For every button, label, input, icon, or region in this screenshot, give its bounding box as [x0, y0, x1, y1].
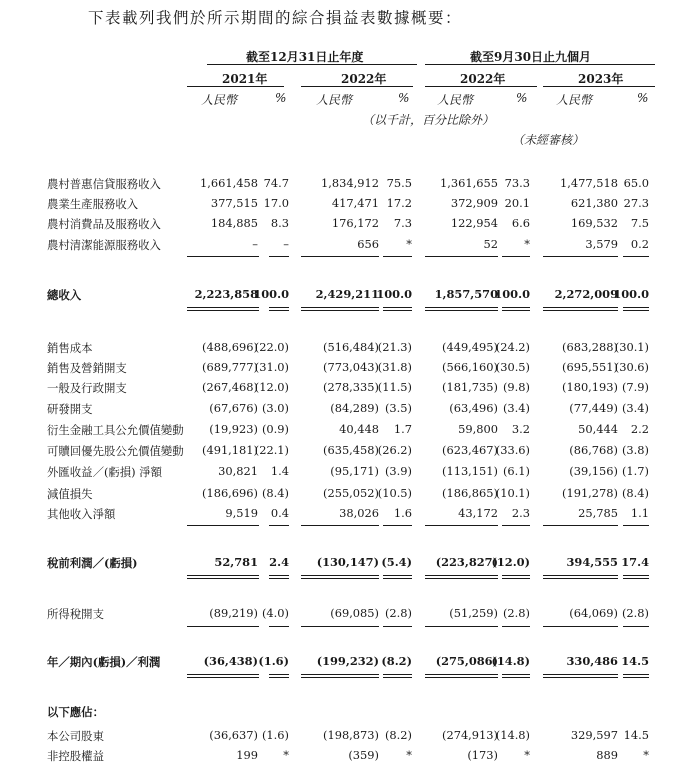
cell-nm2023-pct: (2.8): [621, 606, 649, 620]
cell-nm2022-pct: *: [524, 748, 530, 762]
cell-fy2021-amount: (491,181): [202, 443, 258, 457]
cell-fy2022-amount: (359): [348, 748, 379, 762]
cell-nm2023-amount: 25,785: [578, 506, 618, 520]
row-label: 一般及行政開支: [47, 381, 127, 395]
rule-below-pretax-a-2: [301, 575, 379, 576]
rule-below-total-a-5: [502, 307, 530, 308]
cell-fy2022-amount: 40,448: [339, 422, 379, 436]
cell-nm2023-amount: (64,069): [569, 606, 618, 620]
cell-fy2022-pct: (8.2): [381, 654, 412, 668]
row-label: 銷售及營銷開支: [47, 361, 127, 375]
cell-nm2022-pct: 2.3: [511, 506, 530, 520]
table-row: [0, 380, 700, 399]
cell-nm2023-pct: (30.6): [614, 360, 649, 374]
cell-nm2023-amount: 329,597: [570, 728, 618, 742]
cell-fy2022-amount: (199,232): [316, 654, 379, 668]
cell-nm2023-pct: 27.3: [623, 196, 649, 210]
year-underline-1: [187, 86, 284, 87]
rule-above-total-5: [502, 256, 530, 257]
table-row: [0, 340, 700, 359]
cell-nm2022-pct: 20.1: [504, 196, 530, 210]
rule-above-total-2: [301, 256, 379, 257]
rule-above-net-2: [301, 626, 379, 627]
table-row: [0, 728, 700, 747]
cell-fy2021-amount: 377,515: [210, 196, 258, 210]
cell-nm2022-pct: (12.0): [491, 555, 530, 569]
cell-nm2023-amount: (39,156): [569, 464, 618, 478]
rule-above-net-0: [187, 626, 259, 627]
cell-fy2022-pct: *: [406, 237, 412, 251]
cell-fy2022-pct: (3.5): [384, 401, 412, 415]
cell-fy2022-pct: (11.5): [377, 380, 412, 394]
row-label: 銷售成本: [47, 341, 93, 355]
rule-below-total-b-5: [502, 310, 530, 311]
cell-fy2021-amount: 9,519: [225, 506, 258, 520]
cell-nm2023-amount: 621,380: [570, 196, 618, 210]
currency-header-2: 人民幣: [316, 93, 353, 107]
rule-above-net-1: [269, 626, 289, 627]
cell-fy2022-pct: 1.7: [393, 422, 412, 436]
cell-fy2021-amount: (67,676): [209, 401, 258, 415]
cell-fy2021-pct: *: [283, 748, 289, 762]
cell-fy2021-pct: 17.0: [263, 196, 289, 210]
cell-nm2023-pct: (8.4): [621, 486, 649, 500]
rule-above-net-7: [623, 626, 649, 627]
rule-below-total-b-0: [187, 310, 259, 311]
table-row: [0, 237, 700, 256]
rule-above-total-7: [623, 256, 649, 257]
row-label: 外匯收益／(虧損) 淨額: [47, 465, 163, 479]
rule-below-net-a-1: [269, 674, 289, 675]
cell-fy2022-amount: (278,335): [323, 380, 379, 394]
row-label: 非控股權益: [47, 749, 104, 763]
row-label: 減值損失: [47, 487, 93, 501]
table-row: [0, 360, 700, 379]
rule-above-pretax-3: [383, 525, 412, 526]
rule-below-net-b-7: [623, 677, 649, 678]
year-underline-4: [543, 86, 655, 87]
year-header-2022-fy: 2022年: [341, 72, 387, 86]
cell-fy2021-amount: 52,781: [214, 555, 258, 569]
rule-below-total-a-3: [383, 307, 412, 308]
rule-below-pretax-b-1: [269, 578, 289, 579]
cell-nm2023-pct: (3.4): [621, 401, 649, 415]
cell-nm2022-pct: (9.8): [502, 380, 530, 394]
cell-fy2021-pct: (4.0): [261, 606, 289, 620]
cell-fy2022-amount: (95,171): [330, 464, 379, 478]
row-label: 所得稅開支: [47, 607, 104, 621]
year-underline-2: [301, 86, 413, 87]
rule-below-pretax-b-6: [543, 578, 618, 579]
cell-nm2023-amount: 50,444: [578, 422, 618, 436]
rule-below-pretax-a-1: [269, 575, 289, 576]
cell-fy2021-amount: –: [252, 237, 258, 251]
cell-nm2023-amount: (695,551): [562, 360, 618, 374]
percent-header-3: %: [516, 91, 528, 105]
cell-nm2023-pct: 1.1: [630, 506, 649, 520]
cell-fy2022-pct: (3.9): [384, 464, 412, 478]
table-row: [0, 196, 700, 215]
table-row: [0, 422, 700, 441]
cell-nm2023-amount: (683,288): [562, 340, 618, 354]
intro-text: 下表載列我們於所示期間的綜合損益表數據概要：: [88, 9, 463, 27]
table-row: [0, 443, 700, 462]
cell-nm2022-amount: 52: [483, 237, 498, 251]
table-row: [0, 704, 700, 723]
row-label: 總收入: [47, 288, 82, 302]
cell-nm2023-amount: (191,278): [562, 486, 618, 500]
cell-fy2021-amount: 2,223,858: [194, 287, 258, 301]
table-row: [0, 287, 700, 306]
rule-above-net-5: [502, 626, 530, 627]
cell-nm2022-pct: (33.6): [495, 443, 530, 457]
cell-nm2022-amount: 122,954: [450, 216, 498, 230]
rule-below-total-b-2: [301, 310, 379, 311]
cell-fy2021-pct: (0.9): [261, 422, 289, 436]
table-row: [0, 748, 700, 767]
cell-fy2022-pct: 75.5: [386, 176, 412, 190]
rule-above-pretax-5: [502, 525, 530, 526]
cell-fy2021-pct: 2.4: [269, 555, 289, 569]
rule-below-net-b-2: [301, 677, 379, 678]
group-header-9m-underline: [425, 64, 655, 65]
cell-fy2022-amount: (69,085): [330, 606, 379, 620]
cell-nm2023-pct: 100.0: [613, 287, 649, 301]
cell-nm2023-amount: 889: [596, 748, 618, 762]
cell-fy2021-amount: 184,885: [210, 216, 258, 230]
cell-fy2021-amount: (267,468): [202, 380, 258, 394]
cell-fy2021-pct: 0.4: [270, 506, 289, 520]
rule-above-pretax-4: [425, 525, 498, 526]
rule-below-pretax-a-0: [187, 575, 259, 576]
cell-fy2021-pct: 8.3: [270, 216, 289, 230]
currency-header-1: 人民幣: [201, 93, 238, 107]
rule-above-total-1: [269, 256, 289, 257]
rule-below-pretax-b-3: [383, 578, 412, 579]
cell-nm2022-pct: 73.3: [504, 176, 530, 190]
cell-nm2022-amount: (449,495): [442, 340, 498, 354]
cell-nm2022-pct: 6.6: [511, 216, 530, 230]
rule-above-total-3: [383, 256, 412, 257]
cell-fy2021-pct: (12.0): [254, 380, 289, 394]
rule-below-pretax-b-7: [623, 578, 649, 579]
rule-below-net-b-0: [187, 677, 259, 678]
units-note: （以千計，百分比除外）: [362, 113, 495, 127]
cell-fy2021-pct: –: [283, 237, 289, 251]
rule-below-net-a-5: [502, 674, 530, 675]
cell-nm2022-amount: 59,800: [458, 422, 498, 436]
cell-nm2022-amount: (223,827): [435, 555, 498, 569]
cell-nm2022-pct: (14.8): [495, 728, 530, 742]
row-label: 稅前利潤／(虧損): [47, 556, 138, 570]
cell-nm2022-pct: (2.8): [502, 606, 530, 620]
cell-nm2023-amount: 169,532: [570, 216, 618, 230]
cell-fy2022-amount: (84,289): [330, 401, 379, 415]
cell-fy2022-amount: (130,147): [316, 555, 379, 569]
year-header-2022-9m: 2022年: [460, 72, 506, 86]
year-header-2021: 2021年: [222, 72, 268, 86]
table-row: [0, 216, 700, 235]
row-label: 農村普惠信貸服務收入: [47, 177, 161, 191]
rule-below-total-b-1: [269, 310, 289, 311]
rule-below-net-b-3: [383, 677, 412, 678]
rule-above-pretax-2: [301, 525, 379, 526]
cell-fy2021-amount: 30,821: [218, 464, 258, 478]
cell-fy2022-pct: (2.8): [384, 606, 412, 620]
cell-fy2021-pct: 1.4: [270, 464, 289, 478]
cell-fy2021-pct: 100.0: [253, 287, 289, 301]
cell-nm2022-pct: 100.0: [494, 287, 530, 301]
rule-below-pretax-a-3: [383, 575, 412, 576]
cell-fy2022-amount: (198,873): [323, 728, 379, 742]
cell-fy2021-amount: (488,696): [202, 340, 258, 354]
cell-fy2022-pct: 1.6: [393, 506, 412, 520]
cell-nm2023-amount: 3,579: [585, 237, 618, 251]
rule-above-net-3: [383, 626, 412, 627]
rule-below-total-b-4: [425, 310, 498, 311]
cell-fy2022-pct: (31.8): [377, 360, 412, 374]
cell-fy2021-pct: (1.6): [261, 728, 289, 742]
cell-fy2022-amount: 417,471: [331, 196, 379, 210]
cell-fy2022-amount: 2,429,211: [315, 287, 379, 301]
rule-below-net-a-0: [187, 674, 259, 675]
rule-below-pretax-a-6: [543, 575, 618, 576]
cell-fy2021-amount: (36,637): [209, 728, 258, 742]
row-label: 其他收入淨額: [47, 507, 116, 521]
cell-nm2023-pct: (1.7): [621, 464, 649, 478]
rule-above-total-4: [425, 256, 498, 257]
cell-fy2022-pct: *: [406, 748, 412, 762]
rule-below-net-a-4: [425, 674, 498, 675]
cell-fy2021-pct: (1.6): [258, 654, 289, 668]
row-label: 農村消費品及服務收入: [47, 217, 161, 231]
cell-fy2021-pct: (22.0): [254, 340, 289, 354]
cell-fy2021-amount: (36,438): [203, 654, 258, 668]
cell-nm2023-amount: (86,768): [569, 443, 618, 457]
cell-nm2022-amount: 372,909: [450, 196, 498, 210]
rule-below-total-b-7: [623, 310, 649, 311]
cell-fy2021-amount: (689,777): [202, 360, 258, 374]
table-row: [0, 555, 700, 574]
cell-nm2022-amount: (623,467): [442, 443, 498, 457]
group-header-fy: 截至12月31日止年度: [246, 50, 364, 64]
cell-nm2022-pct: (14.8): [491, 654, 530, 668]
cell-nm2023-amount: 394,555: [566, 555, 618, 569]
row-label: 研發開支: [47, 402, 93, 416]
cell-nm2022-amount: 1,857,570: [434, 287, 498, 301]
table-row: [0, 464, 700, 483]
row-label: 本公司股東: [47, 729, 104, 743]
cell-fy2022-amount: 656: [357, 237, 379, 251]
percent-header-2: %: [398, 91, 410, 105]
cell-fy2022-pct: (5.4): [381, 555, 412, 569]
cell-fy2022-amount: (773,043): [323, 360, 379, 374]
cell-fy2021-pct: (22.1): [254, 443, 289, 457]
rule-below-pretax-b-4: [425, 578, 498, 579]
rule-above-pretax-0: [187, 525, 259, 526]
rule-below-net-b-4: [425, 677, 498, 678]
cell-nm2022-amount: (186,865): [442, 486, 498, 500]
cell-fy2021-amount: 199: [236, 748, 258, 762]
row-label: 農村清潔能源服務收入: [47, 238, 161, 252]
row-label: 農業生產服務收入: [47, 197, 139, 211]
cell-nm2023-pct: 17.4: [621, 555, 649, 569]
table-row: [0, 401, 700, 420]
rule-below-net-a-6: [543, 674, 618, 675]
table-row: [0, 486, 700, 505]
row-label: 以下應佔：: [47, 705, 104, 719]
cell-fy2022-pct: (26.2): [377, 443, 412, 457]
rule-above-pretax-6: [543, 525, 618, 526]
cell-nm2023-pct: (7.9): [621, 380, 649, 394]
cell-nm2023-pct: (30.1): [614, 340, 649, 354]
year-header-2023: 2023年: [578, 72, 624, 86]
cell-nm2023-pct: 7.5: [630, 216, 649, 230]
cell-nm2022-amount: (274,913): [442, 728, 498, 742]
cell-fy2022-amount: 1,834,912: [321, 176, 379, 190]
percent-header-4: %: [637, 91, 649, 105]
cell-nm2023-amount: 330,486: [566, 654, 618, 668]
rule-above-pretax-1: [269, 525, 289, 526]
cell-fy2022-amount: (516,484): [323, 340, 379, 354]
group-header-9m: 截至9月30日止九個月: [470, 50, 592, 64]
cell-nm2023-amount: 1,477,518: [560, 176, 618, 190]
cell-nm2022-amount: (51,259): [449, 606, 498, 620]
rule-below-pretax-a-7: [623, 575, 649, 576]
table-row: [0, 176, 700, 195]
cell-nm2023-pct: 14.5: [623, 728, 649, 742]
rule-below-pretax-a-4: [425, 575, 498, 576]
rule-below-net-a-3: [383, 674, 412, 675]
cell-nm2022-pct: (24.2): [495, 340, 530, 354]
cell-fy2022-amount: (255,052): [323, 486, 379, 500]
cell-fy2021-amount: (19,923): [209, 422, 258, 436]
row-label: 年／期內(虧損)／利潤: [47, 655, 161, 669]
row-label: 可贖回優先股公允價值變動: [47, 444, 184, 458]
cell-nm2022-pct: (6.1): [502, 464, 530, 478]
cell-fy2022-amount: 176,172: [331, 216, 379, 230]
rule-below-total-b-6: [543, 310, 618, 311]
table-row: [0, 606, 700, 625]
percent-header-1: %: [275, 91, 287, 105]
rule-below-net-a-2: [301, 674, 379, 675]
cell-nm2023-amount: (180,193): [562, 380, 618, 394]
currency-header-3: 人民幣: [437, 93, 474, 107]
cell-nm2023-pct: *: [643, 748, 649, 762]
cell-fy2022-pct: (21.3): [377, 340, 412, 354]
cell-nm2022-amount: 43,172: [458, 506, 498, 520]
rule-below-net-b-1: [269, 677, 289, 678]
cell-nm2022-pct: (10.1): [495, 486, 530, 500]
rule-below-total-a-6: [543, 307, 618, 308]
rule-above-pretax-7: [623, 525, 649, 526]
cell-nm2023-pct: 2.2: [630, 422, 649, 436]
rule-below-pretax-a-5: [502, 575, 530, 576]
cell-nm2022-amount: 1,361,655: [440, 176, 498, 190]
rule-below-total-a-2: [301, 307, 379, 308]
rule-below-total-a-1: [269, 307, 289, 308]
rule-below-total-a-7: [623, 307, 649, 308]
rule-above-net-4: [425, 626, 498, 627]
cell-fy2022-pct: 7.3: [393, 216, 412, 230]
cell-nm2022-amount: (275,086): [435, 654, 498, 668]
cell-nm2022-amount: (63,496): [449, 401, 498, 415]
cell-fy2021-pct: (3.0): [261, 401, 289, 415]
rule-below-total-a-4: [425, 307, 498, 308]
cell-fy2022-amount: 38,026: [339, 506, 379, 520]
cell-fy2021-amount: (89,219): [209, 606, 258, 620]
cell-nm2022-amount: (113,151): [442, 464, 498, 478]
rule-above-net-6: [543, 626, 618, 627]
cell-fy2022-pct: 100.0: [376, 287, 412, 301]
cell-nm2022-amount: (173): [467, 748, 498, 762]
cell-nm2022-pct: 3.2: [511, 422, 530, 436]
cell-nm2023-pct: (3.8): [621, 443, 649, 457]
rule-below-net-b-5: [502, 677, 530, 678]
group-header-fy-underline: [207, 64, 417, 65]
cell-nm2022-amount: (181,735): [442, 380, 498, 394]
cell-fy2022-amount: (635,458): [323, 443, 379, 457]
table-row: [0, 506, 700, 525]
cell-nm2022-amount: (566,160): [442, 360, 498, 374]
rule-above-total-6: [543, 256, 618, 257]
cell-fy2022-pct: (8.2): [384, 728, 412, 742]
cell-fy2021-pct: (8.4): [261, 486, 289, 500]
cell-fy2021-amount: (186,696): [202, 486, 258, 500]
cell-fy2021-pct: (31.0): [254, 360, 289, 374]
rule-below-pretax-b-2: [301, 578, 379, 579]
cell-nm2023-pct: 65.0: [623, 176, 649, 190]
rule-below-net-a-7: [623, 674, 649, 675]
cell-nm2022-pct: *: [524, 237, 530, 251]
rule-above-total-0: [187, 256, 259, 257]
cell-nm2023-amount: (77,449): [569, 401, 618, 415]
cell-nm2023-pct: 14.5: [621, 654, 649, 668]
cell-fy2022-pct: (10.5): [377, 486, 412, 500]
unaudited-note: （未經審核）: [512, 133, 585, 147]
year-underline-3: [425, 86, 537, 87]
rule-below-net-b-6: [543, 677, 618, 678]
rule-below-pretax-b-0: [187, 578, 259, 579]
row-label: 衍生金融工具公允價值變動: [47, 423, 184, 437]
cell-nm2022-pct: (3.4): [502, 401, 530, 415]
cell-nm2022-pct: (30.5): [495, 360, 530, 374]
currency-header-4: 人民幣: [556, 93, 593, 107]
cell-fy2021-pct: 74.7: [263, 176, 289, 190]
cell-fy2022-pct: 17.2: [386, 196, 412, 210]
cell-nm2023-amount: 2,272,009: [554, 287, 618, 301]
cell-nm2023-pct: 0.2: [630, 237, 649, 251]
cell-fy2021-amount: 1,661,458: [200, 176, 258, 190]
table-row: [0, 654, 700, 673]
rule-below-pretax-b-5: [502, 578, 530, 579]
rule-below-total-b-3: [383, 310, 412, 311]
rule-below-total-a-0: [187, 307, 259, 308]
